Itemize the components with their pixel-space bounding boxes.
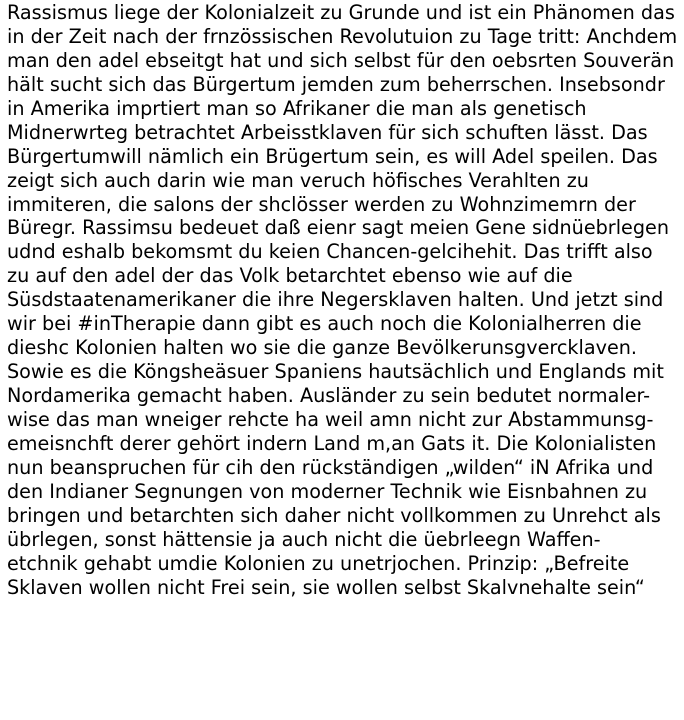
text-line-21: den Indianer Segnungen von moderner Technik wie Eisnbahnen zu — [7, 479, 648, 503]
text-line-24: etchnik gehabt umdie Kolonien zu unetrjochen. Prinzip: „Befreite — [7, 551, 630, 575]
text-line-11: udnd eshalb bekomsmt du keien Chancen-gelcihehit. Das trifft also — [7, 240, 653, 264]
text-line-12: zu auf den adel der das Volk betarchtet ebenso wie auf die — [7, 264, 573, 288]
text-line-20: nun beanspruchen für cih den rückständigen „wilden“ iN Afrika und — [7, 455, 654, 479]
text-line-16: Sowie es die Köngsheäsuer Spaniens hautsächlich und Englands mit — [7, 360, 664, 384]
text-line-14: wir bei #inTherapie dann gibt es auch noch die Kolonialherren die — [7, 312, 642, 336]
text-line-13: Süsdstaatenamerikaner die ihre Negersklaven halten. Und jetzt sind — [7, 288, 664, 312]
text-line-10: Büregr. Rassimsu bedeuet daß eienr sagt meien Gene sidnüebrlegen — [7, 216, 669, 240]
text-line-3: man den adel ebseitgt hat und sich selbst für den oebsrten Souverän — [7, 48, 675, 72]
text-line-18: wise das man wneiger rehcte ha weil amn nicht zur Abstammunsg- — [7, 407, 654, 431]
text-line-23: übrlegen, sonst hättensie ja auch nicht die üebrleegn Waffen- — [7, 527, 601, 551]
text-line-8: zeigt sich auch darin wie man veruch höfisches Verahlten zu — [7, 168, 589, 192]
text-line-25: Sklaven wollen nicht Frei sein, sie wollen selbst Skalvnehalte sein“ — [7, 575, 645, 599]
text-line-22: bringen und betarchten sich daher nicht vollkommen zu Unrehct als — [7, 503, 661, 527]
text-line-5: in Amerika imprtiert man so Afrikaner die man als genetisch — [7, 96, 587, 120]
text-line-2: in der Zeit nach der frnzössischen Revolutuion zu Tage tritt: Anchdem — [7, 24, 678, 48]
text-line-19: emeisnchft derer gehört indern Land m,an Gats it. Die Kolonialisten — [7, 431, 657, 455]
text-line-4: hält sucht sich das Bürgertum jemden zum beherrschen. Insebsondr — [7, 72, 665, 96]
text-line-9: immiteren, die salons der shclösser werden zu Wohnzimemrn der — [7, 192, 636, 216]
text-line-6: Midnerwrteg betrachtet Arbeisstklaven für sich schuften lässt. Das — [7, 120, 648, 144]
text-line-17: Nordamerika gemacht haben. Ausländer zu sein bedutet normaler- — [7, 384, 651, 407]
text-line-1: Rassismus liege der Kolonialzeit zu Grunde und ist ein Phänomen das — [7, 1, 675, 24]
text-line-15: dieshc Kolonien halten wo sie die ganze Bevölkerunsgvercklaven. — [7, 336, 638, 360]
text-line-7: Bürgertumwill nämlich ein Brügertum sein, es will Adel speilen. Das — [7, 144, 658, 168]
